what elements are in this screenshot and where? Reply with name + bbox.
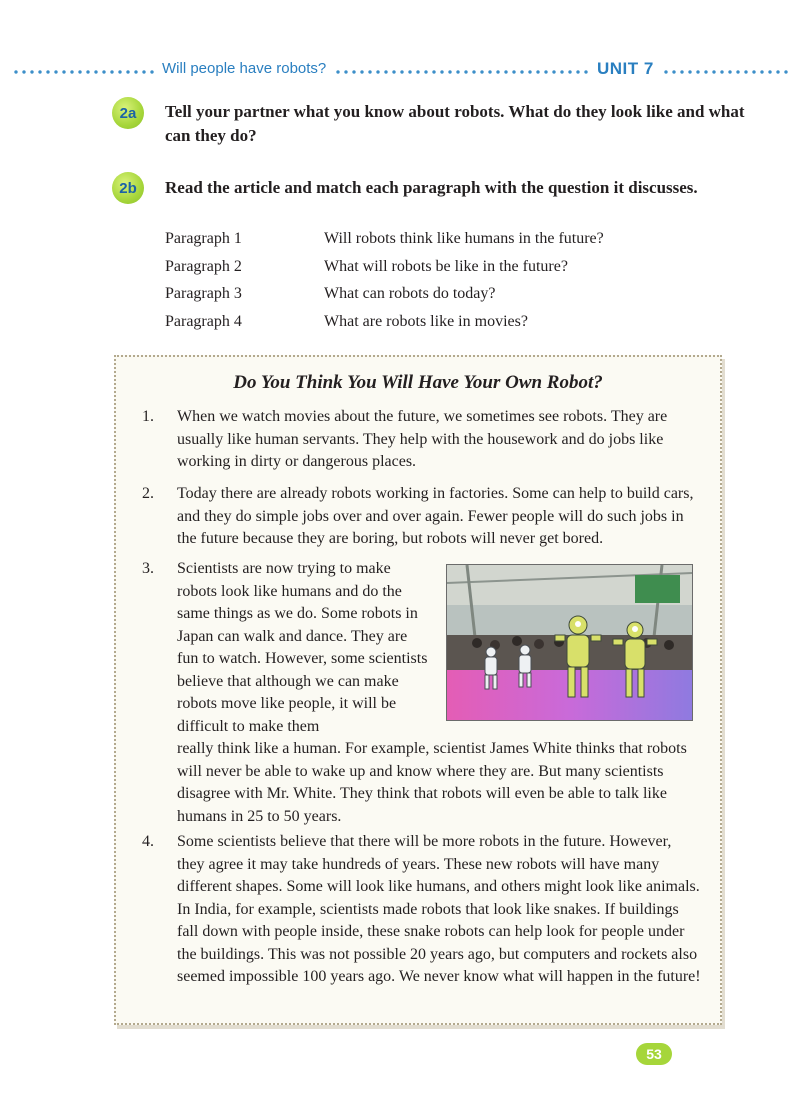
matching-row	[165, 282, 725, 310]
matching-row	[165, 227, 725, 255]
matching-question: What are robots like in movies?	[324, 312, 528, 330]
paragraph-number: 1.	[142, 408, 154, 425]
article-title: Do You Think You Will Have Your Own Robot?	[233, 372, 603, 393]
matching-paragraph-label: Paragraph 1	[165, 230, 242, 247]
matching-row	[165, 310, 725, 338]
paragraph-number: 4.	[142, 833, 154, 850]
paragraph-text: When we watch movies about the future, we sometimes see robots. They are usually like human servants. They help with the housework and do jobs like working in dirty or dangerous places.	[177, 408, 668, 470]
paragraph-text: Some scientists believe that there will be more robots in the future. However, they agree it may take hundreds of years. These new robots will have many different shapes. Some will look like humans, and others might look like animals. In India, for example, scientists made robots that look like snakes. If buildings fall down with people inside, these snake robots can help look for people under the buildings. This was not possible 20 years ago, but computers and rockets also seemed impossible 100 years ago. We never know what will happen in the future!	[177, 833, 701, 985]
matching-question: What will robots be like in the future?	[324, 257, 568, 275]
matching-paragraph-label: Paragraph 3	[165, 285, 242, 302]
activity-badge-2a: 2a	[112, 97, 144, 129]
paragraph-number: 2.	[142, 485, 154, 502]
matching-question: Will robots think like humans in the future?	[324, 230, 604, 247]
paragraph-text-top: Scientists are now trying to make robots look like humans and do the same things as we do. Some robots in Japan can walk and dance. They are fun to watch. However, some scientists believe that although we can make robots move like people, it will be difficult to make them	[177, 560, 428, 735]
instruction-2b: Read the article and match each paragraph with the question it discusses.	[165, 178, 698, 197]
paragraph-matching-table	[165, 227, 725, 337]
instruction-2a: Tell your partner what you know about robots. What do they look like and what can they do?	[165, 102, 745, 145]
paragraph-text: Today there are already robots working in factories. Some can help to build cars, and they do simple jobs over and over again. Fewer people will do such jobs in the future because they are boring, but robots will never get bored.	[177, 485, 694, 547]
article-box	[114, 355, 722, 1025]
matching-paragraph-label: Paragraph 4	[165, 312, 242, 330]
header-title: Will people have robots?	[162, 60, 327, 77]
header-dotted-rule-right	[662, 70, 792, 74]
paragraph-number: 3.	[142, 560, 154, 577]
matching-row	[165, 255, 725, 283]
header-dotted-rule-middle	[334, 70, 588, 74]
activity-badge-2b: 2b	[112, 172, 144, 204]
page-number: 53	[636, 1043, 672, 1065]
dancing-robots-photo	[446, 564, 693, 721]
header-dotted-rule-left	[12, 70, 158, 74]
paragraph-text-bottom: really think like a human. For example, scientist James White thinks that robots will never be able to wake up and know where they are. But many scientists disagree with Mr. White. They think that robots will even be able to talk like humans in 25 to 50 years.	[177, 740, 687, 825]
matching-question: What can robots do today?	[324, 285, 496, 302]
page-header	[0, 58, 800, 88]
matching-paragraph-label: Paragraph 2	[165, 257, 242, 275]
unit-label: UNIT 7	[597, 59, 654, 78]
